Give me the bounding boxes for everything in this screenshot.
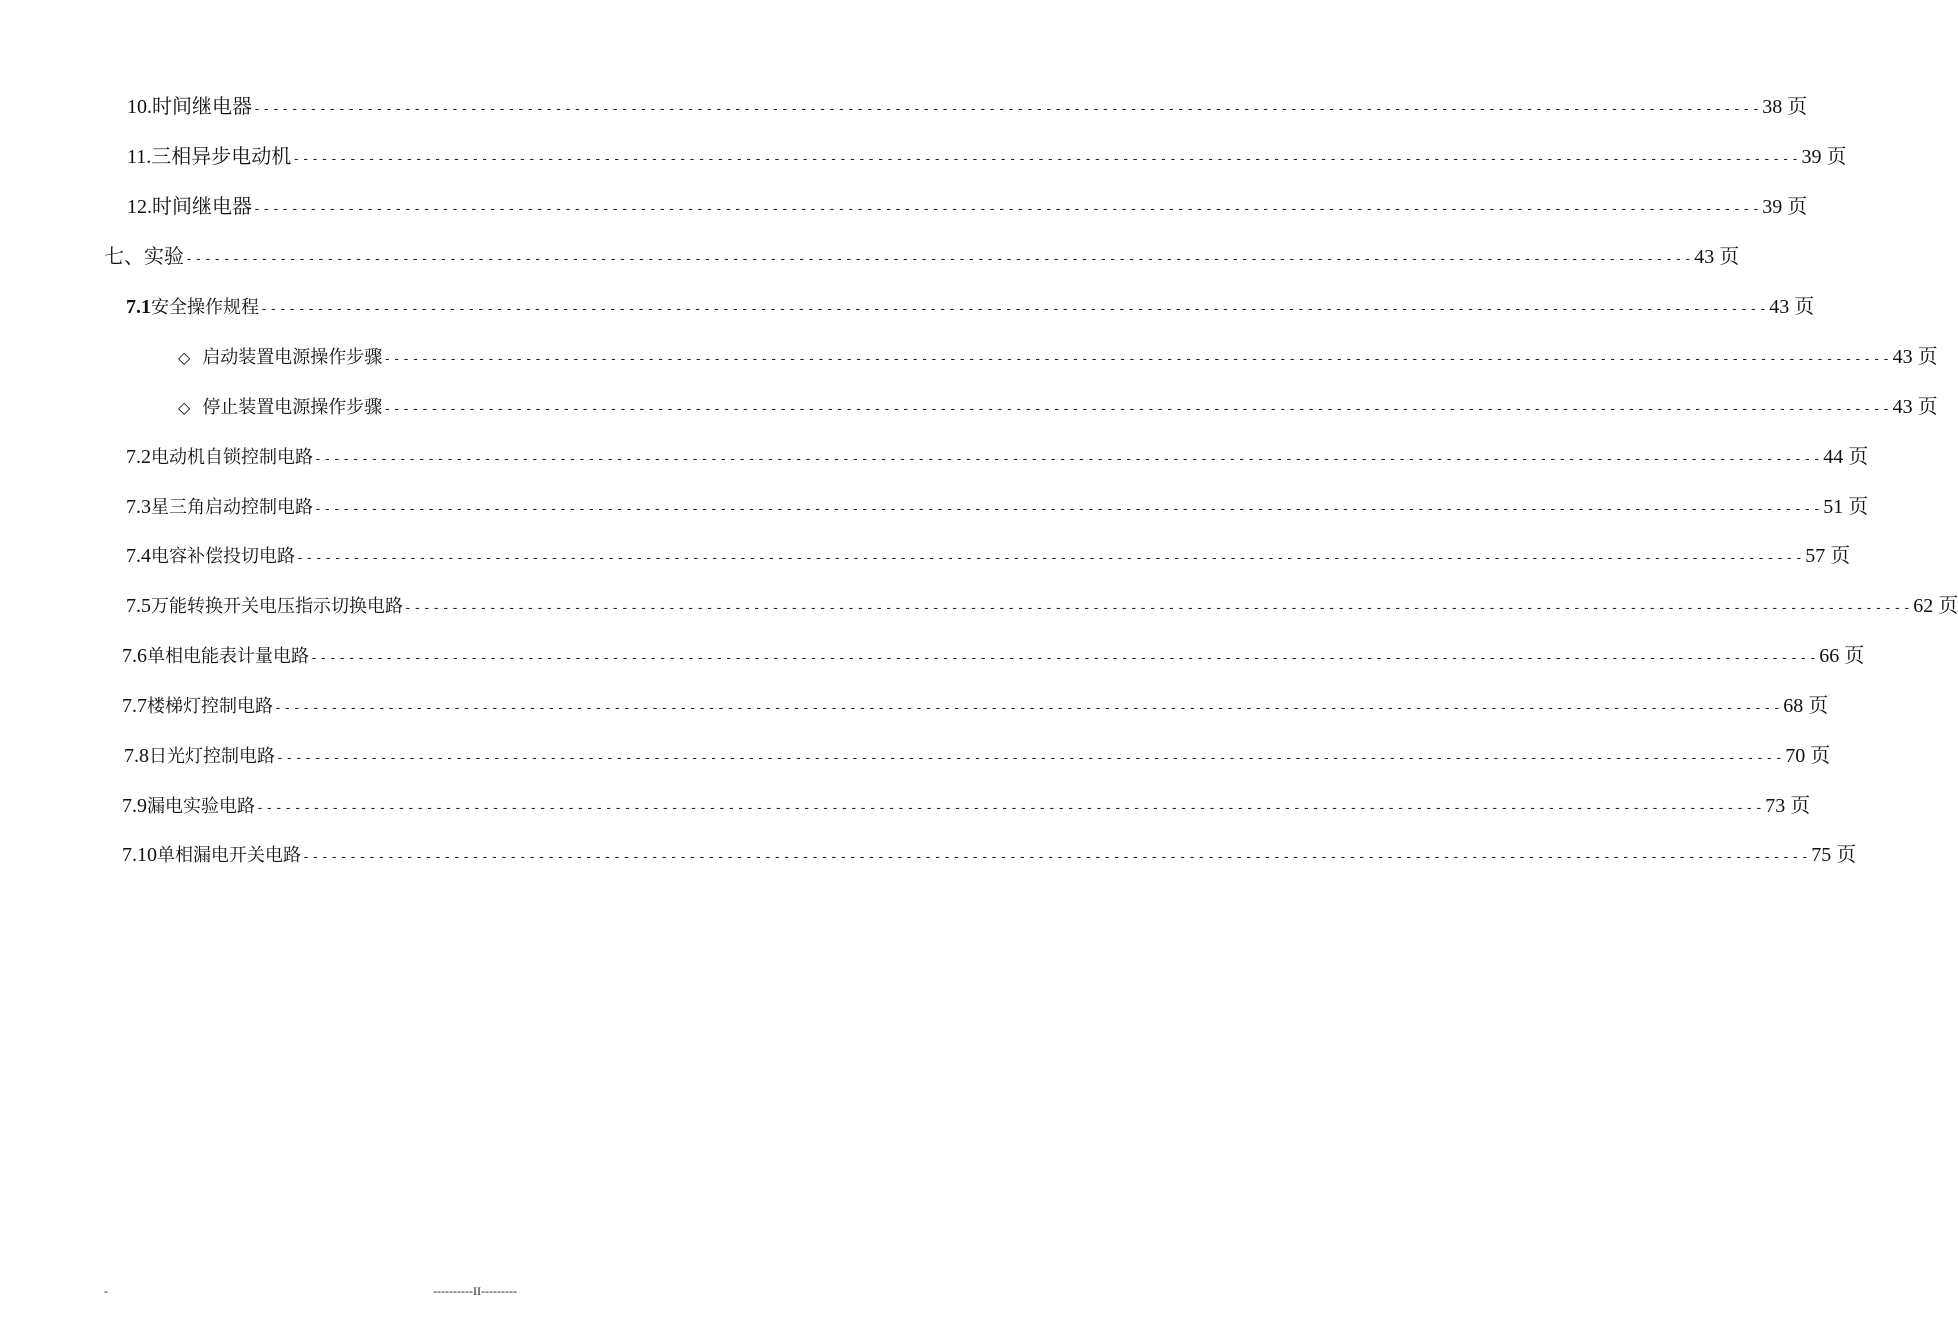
toc-entry-page: 68 页 xyxy=(1783,695,1829,717)
toc-entry-page: 39 页 xyxy=(1801,146,1847,168)
toc-entry-number: 7.9 xyxy=(122,795,147,817)
toc-entry-page: 43 页 xyxy=(1694,246,1740,268)
toc-entry[interactable] xyxy=(126,490,1869,522)
dot-leader: ---------------------------------------------------------------------------------------------------------------------------------------------------------------- xyxy=(302,850,1811,865)
toc-entry[interactable] xyxy=(122,838,1857,870)
toc-entry[interactable] xyxy=(127,190,1808,222)
toc-entry-title: 单相漏电开关电路 xyxy=(157,845,301,866)
toc-entry-number: 7.3 xyxy=(126,496,151,518)
toc-entry-number: 7.6 xyxy=(122,645,147,667)
toc-entry-title: 时间继电器 xyxy=(152,194,252,218)
toc-entry-page: 73 页 xyxy=(1765,795,1811,817)
toc-entry-title: 启动装置电源操作步骤 xyxy=(202,347,383,368)
footer-left-mark: - xyxy=(104,1284,108,1298)
toc-entry[interactable] xyxy=(124,739,1831,771)
dot-leader: ---------------------------------------------------------------------------------------------------------------------------------------------------------------- xyxy=(292,152,1801,167)
dot-leader: ---------------------------------------------------------------------------------------------------------------------------------------------------------------- xyxy=(314,452,1823,467)
toc-entry[interactable] xyxy=(122,789,1811,821)
toc-entry-page: 66 页 xyxy=(1819,645,1865,667)
toc-entry-number: 7.4 xyxy=(126,545,151,567)
dot-leader: ---------------------------------------------------------------------------------------------------------------------------------------------------------------- xyxy=(296,551,1805,566)
dot-leader: ---------------------------------------------------------------------------------------------------------------------------------------------------------------- xyxy=(253,102,1762,117)
toc-entry-title: 三相异步电动机 xyxy=(151,144,292,168)
toc-entry-title: 漏电实验电路 xyxy=(147,796,255,817)
footer-page-number: ----------II--------- xyxy=(433,1284,517,1298)
toc-entry[interactable] xyxy=(126,290,1815,322)
toc-entry[interactable] xyxy=(122,639,1865,671)
dot-leader: ---------------------------------------------------------------------------------------------------------------------------------------------------------------- xyxy=(310,651,1819,666)
dot-leader: ---------------------------------------------------------------------------------------------------------------------------------------------------------------- xyxy=(260,302,1769,317)
toc-entry[interactable] xyxy=(104,240,1740,272)
toc-entry-title: 安全操作规程 xyxy=(151,297,259,318)
toc-entry-title: 时间继电器 xyxy=(152,94,252,118)
toc-entry-title: 楼梯灯控制电路 xyxy=(147,696,273,717)
dot-leader: ---------------------------------------------------------------------------------------------------------------------------------------------------------------- xyxy=(314,502,1823,517)
toc-entry-page: 43 页 xyxy=(1892,396,1938,418)
dot-leader: ---------------------------------------------------------------------------------------------------------------------------------------------------------------- xyxy=(404,601,1913,616)
toc-entry-page: 70 页 xyxy=(1785,745,1831,767)
toc-entry[interactable] xyxy=(126,440,1869,472)
toc-entry-number: 7.7 xyxy=(122,695,147,717)
toc-entry-number: 7.10 xyxy=(122,844,157,866)
toc-entry-page: 62 页 xyxy=(1913,595,1958,617)
toc-entry-page: 43 页 xyxy=(1892,346,1938,368)
toc-entry-title: 实验 xyxy=(144,244,184,268)
toc-entry-title: 电容补偿投切电路 xyxy=(151,546,295,567)
dot-leader: ---------------------------------------------------------------------------------------------------------------------------------------------------------------- xyxy=(274,701,1783,716)
toc-entry[interactable] xyxy=(126,589,1958,621)
diamond-bullet-icon: ◇ xyxy=(178,348,191,367)
diamond-bullet-icon: ◇ xyxy=(178,398,191,417)
toc-entry-title: 停止装置电源操作步骤 xyxy=(202,397,383,418)
toc-entry-page: 43 页 xyxy=(1769,296,1815,318)
toc-entry[interactable] xyxy=(126,340,1938,372)
dot-leader: ---------------------------------------------------------------------------------------------------------------------------------------------------------------- xyxy=(276,751,1785,766)
toc-entry[interactable] xyxy=(126,390,1938,422)
toc-entry-title: 日光灯控制电路 xyxy=(149,746,275,767)
toc-entry-number: 10. xyxy=(127,96,152,118)
toc-entry-number: 12. xyxy=(127,196,152,218)
toc-entry[interactable] xyxy=(127,90,1808,122)
dot-leader: ---------------------------------------------------------------------------------------------------------------------------------------------------------------- xyxy=(185,252,1694,267)
toc-entry-page: 38 页 xyxy=(1762,96,1808,118)
toc-entry-number: 11. xyxy=(127,146,152,168)
dot-leader: ---------------------------------------------------------------------------------------------------------------------------------------------------------------- xyxy=(383,402,1892,417)
toc-entry-page: 57 页 xyxy=(1805,545,1851,567)
dot-leader: ---------------------------------------------------------------------------------------------------------------------------------------------------------------- xyxy=(256,801,1765,816)
page-footer xyxy=(0,1284,950,1302)
dot-leader: ---------------------------------------------------------------------------------------------------------------------------------------------------------------- xyxy=(253,202,1762,217)
toc-entry-number: 7.8 xyxy=(124,745,149,767)
toc-entry[interactable] xyxy=(127,140,1847,172)
toc-entry[interactable] xyxy=(126,539,1851,571)
toc-entry-title: 电动机自锁控制电路 xyxy=(151,447,313,468)
toc-entry-page: 44 页 xyxy=(1823,446,1869,468)
toc-entry-page: 75 页 xyxy=(1811,844,1857,866)
toc-entry-title: 星三角启动控制电路 xyxy=(151,497,313,518)
toc-entry[interactable] xyxy=(122,689,1829,721)
dot-leader: ---------------------------------------------------------------------------------------------------------------------------------------------------------------- xyxy=(383,352,1892,367)
toc-entry-title: 单相电能表计量电路 xyxy=(147,646,309,667)
toc-entry-number: 7.5 xyxy=(126,595,151,617)
toc-entry-number: 7.2 xyxy=(126,446,151,468)
toc-entry-number: 七、 xyxy=(104,246,144,268)
toc-entry-page: 51 页 xyxy=(1823,496,1869,518)
toc-entry-number: 7.1 xyxy=(126,296,151,318)
toc-entry-title: 万能转换开关电压指示切换电路 xyxy=(151,596,403,617)
toc-entry-page: 39 页 xyxy=(1762,196,1808,218)
